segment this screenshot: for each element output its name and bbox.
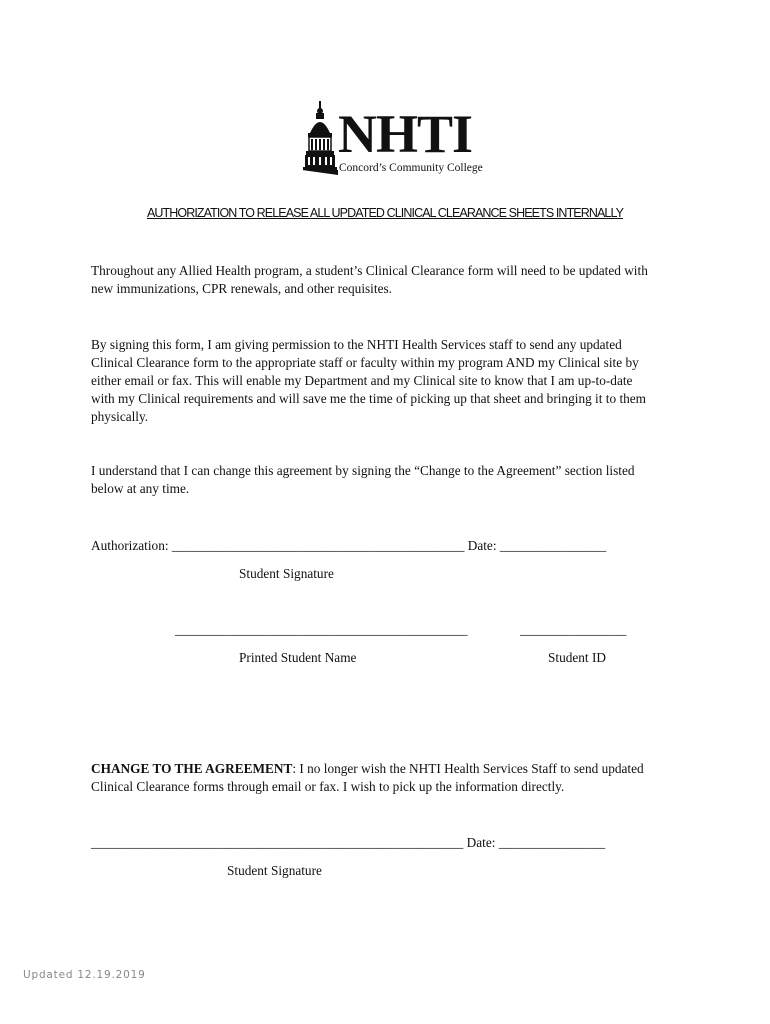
logo-tagline: Concord’s Community College — [339, 162, 483, 174]
paragraph-intro: Throughout any Allied Health program, a student’s Clinical Clearance form will need to be updated with new immunizations, CPR renewals, and other requisites. — [91, 263, 648, 296]
printed-name-line: ____________________________________________ — [175, 622, 468, 637]
printed-name-caption: Printed Student Name — [239, 650, 357, 665]
nhti-logo — [302, 101, 482, 179]
student-id-caption: Student ID — [548, 650, 606, 665]
paragraph-permission: By signing this form, I am giving permission to the NHTI Health Services staff to send any updated Clinical Clearance form to the appropriate staff or faculty within my program AND my Clinical site by either email or fax. This will enable my Department and my Clinical site to know that I am up-to-date with my Clinical requirements and will save me the time of picking up that sheet and bringing it to them physically. — [91, 337, 647, 424]
logo-brand: NHTI — [338, 104, 473, 164]
updated-footer: Updated 12.19.2019 — [23, 969, 146, 981]
document-title: AUTHORIZATION TO RELEASE ALL UPDATED CLINICAL CLEARANCE SHEETS INTERNALLY — [146, 206, 624, 220]
change-agreement-text: : I no longer wish the NHTI Health Services Staff to send updated — [292, 761, 644, 776]
change-signature-caption: Student Signature — [227, 863, 322, 878]
student-signature-caption: Student Signature — [239, 566, 334, 581]
paragraph-change-notice: I understand that I can change this agreement by signing the “Change to the Agreement” section listed below at any time. — [91, 463, 635, 496]
change-agreement-text-continued: Clinical Clearance forms through email or fax. I wish to pick up the information directly. — [91, 779, 565, 794]
authorization-signature-line: Authorization: ____________________________________________ Date: ________________ — [91, 538, 607, 553]
change-agreement-paragraph — [91, 760, 691, 796]
student-id-line: ________________ — [520, 622, 627, 637]
change-agreement-heading: CHANGE TO THE AGREEMENT — [91, 761, 293, 776]
change-signature-line: ________________________________________________________ Date: ________________ — [91, 835, 606, 850]
capitol-dome-icon — [302, 101, 338, 175]
